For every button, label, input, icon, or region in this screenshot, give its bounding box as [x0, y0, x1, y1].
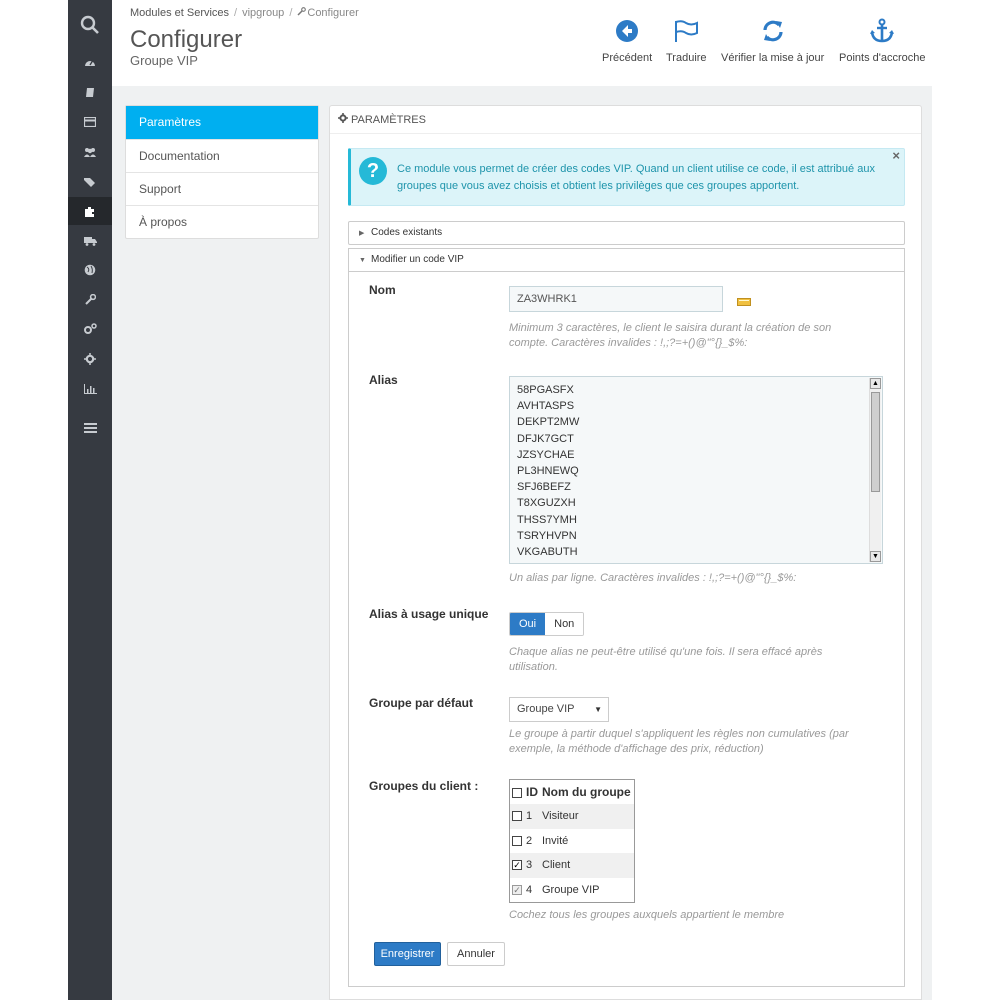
nom-label: Nom	[369, 283, 396, 297]
nom-input[interactable]: ZA3WHRK1	[509, 286, 723, 312]
hooks-button-label: Points d'accroche	[839, 52, 926, 64]
default-group-select[interactable]	[509, 697, 609, 722]
page-title: Configurer	[130, 26, 243, 53]
localization-icon[interactable]	[68, 256, 112, 284]
shipping-icon[interactable]	[68, 227, 112, 255]
alias-line: TSRYHVPN	[517, 529, 577, 542]
group-id: 1	[524, 804, 540, 829]
check-update-button-label: Vérifier la mise à jour	[721, 52, 825, 64]
column-header-name: Nom du groupe	[542, 785, 631, 799]
group-checkbox[interactable]	[512, 836, 522, 846]
module-tab-menu	[125, 105, 319, 239]
group-name: Groupe VIP	[542, 883, 600, 896]
breadcrumb	[130, 7, 359, 19]
cancel-button[interactable]: Annuler	[447, 942, 505, 966]
form-fields	[329, 105, 922, 1000]
group-checkbox[interactable]: ✓	[513, 860, 521, 871]
caret-right-icon: ▶	[359, 230, 365, 237]
nom-help: Minimum 3 caractères, le client le saisira durant la création de son compte. Caractères invalides : !,;?=+()@"°{}_$%:	[509, 322, 832, 349]
group-checkbox[interactable]	[512, 811, 522, 821]
breadcrumb-item[interactable]: vipgroup	[242, 7, 285, 19]
price-rules-icon[interactable]	[68, 168, 112, 196]
eraser-icon[interactable]	[737, 295, 751, 303]
tab-a-propos[interactable]: À propos	[126, 205, 318, 238]
orders-icon[interactable]	[68, 108, 112, 136]
modules-icon[interactable]	[68, 197, 112, 225]
save-button[interactable]: Enregistrer	[374, 942, 441, 966]
preferences-icon[interactable]	[68, 286, 112, 314]
single-use-yes[interactable]: Oui	[510, 613, 545, 635]
single-use-no[interactable]: Non	[545, 613, 583, 635]
refresh-icon	[760, 18, 786, 44]
table-header-row	[510, 780, 635, 805]
translate-button-label: Traduire	[666, 52, 707, 64]
back-button[interactable]	[602, 18, 652, 64]
group-id: 3	[524, 853, 540, 878]
admin-sidebar	[68, 0, 112, 1000]
wrench-icon	[297, 7, 307, 19]
single-use-label: Alias à usage unique	[369, 607, 489, 621]
group-id: 2	[526, 834, 533, 847]
breadcrumb-item[interactable]: Modules et Services	[130, 7, 230, 19]
table-row	[510, 804, 635, 829]
alias-help: Un alias par ligne. Caractères invalides : !,;?=+()@"°{}_$%:	[509, 572, 797, 584]
close-icon[interactable]: ×	[892, 148, 900, 163]
breadcrumb-separator: /	[234, 7, 238, 19]
default-group-help: Le groupe à partir duquel s'appliquent les règles non cumulatives (par exemple, la méthode d'affichage des prix, réduction)	[509, 728, 849, 755]
alias-line: AVHTASPS	[517, 400, 575, 413]
customer-groups-label: Groupes du client :	[369, 779, 479, 793]
caret-down-icon: ▼	[359, 257, 366, 264]
alias-textarea[interactable]	[509, 376, 883, 564]
caret-down-icon: ▼	[594, 705, 602, 714]
page-subtitle: Groupe VIP	[130, 53, 198, 68]
flag-icon	[673, 18, 699, 44]
hooks-button[interactable]	[839, 18, 925, 64]
group-name: Invité	[542, 834, 569, 847]
customers-icon[interactable]	[68, 138, 112, 166]
anchor-icon	[869, 18, 895, 44]
scroll-thumb[interactable]	[871, 392, 880, 492]
table-row	[510, 853, 635, 878]
edit-code-label: Modifier un code VIP	[371, 254, 464, 265]
scroll-up-icon[interactable]: ▲	[870, 378, 881, 389]
single-use-toggle[interactable]	[509, 612, 584, 636]
default-group-label: Groupe par défaut	[369, 696, 474, 710]
alias-lines	[517, 382, 579, 560]
column-header-id: ID	[526, 785, 538, 799]
alias-scrollbar[interactable]	[869, 378, 881, 562]
existing-codes-label: Codes existants	[371, 227, 443, 238]
default-group-value: Groupe VIP	[517, 703, 575, 715]
dashboard-icon[interactable]	[68, 48, 112, 76]
catalog-icon[interactable]	[68, 78, 112, 106]
alias-line: PL3HNEWQ	[517, 465, 579, 478]
alias-line: VKGABUTH	[517, 546, 578, 559]
panel-heading-label: PARAMÈTRES	[351, 114, 426, 126]
table-row	[510, 878, 635, 903]
advanced-parameters-icon[interactable]	[68, 315, 112, 343]
breadcrumb-separator: /	[289, 7, 293, 19]
group-checkbox: ✓	[513, 884, 521, 895]
alias-line: T8XGUZXH	[517, 497, 576, 510]
scroll-down-icon[interactable]: ▼	[870, 551, 881, 562]
alias-line: 58PGASFX	[517, 384, 574, 396]
tab-support[interactable]: Support	[126, 172, 318, 205]
select-all-checkbox[interactable]	[512, 788, 522, 798]
tab-parametres[interactable]: Paramètres	[126, 106, 318, 139]
alias-line: DEKPT2MW	[517, 416, 580, 429]
question-icon: ?	[359, 157, 387, 185]
alias-line: DFJK7GCT	[517, 432, 574, 445]
search-icon[interactable]	[68, 11, 112, 39]
customer-groups-help: Cochez tous les groupes auxquels appartient le membre	[509, 909, 785, 921]
breadcrumb-item: Configurer	[307, 7, 359, 19]
alias-label: Alias	[369, 373, 398, 387]
page-header	[112, 0, 942, 86]
alert-text: Ce module vous permet de créer des codes VIP. Quand un client utilise ce code, il est attribué aux groupes que vous avez choisis et obtient les privilèges que ces groupes apportent.	[397, 163, 875, 192]
single-use-help: Chaque alias ne peut-être utilisé qu'une fois. Il sera effacé après utilisation.	[509, 646, 823, 673]
group-id: 4	[526, 883, 533, 896]
administration-icon[interactable]	[68, 345, 112, 373]
tab-documentation[interactable]: Documentation	[126, 139, 318, 172]
arrow-left-circle-icon	[614, 18, 640, 44]
customer-groups-table	[509, 779, 635, 903]
menu-collapse-icon[interactable]	[68, 414, 112, 442]
check-update-button[interactable]	[721, 18, 824, 64]
translate-button[interactable]	[666, 18, 707, 64]
group-name: Client	[540, 853, 635, 878]
alias-line: SFJ6BEFZ	[517, 481, 571, 494]
group-name: Visiteur	[540, 804, 635, 829]
stats-icon[interactable]	[68, 375, 112, 403]
table-row	[510, 829, 635, 854]
back-button-label: Précédent	[602, 52, 653, 64]
alias-line: THSS7YMH	[517, 513, 577, 526]
alias-line: JZSYCHAE	[517, 448, 575, 461]
